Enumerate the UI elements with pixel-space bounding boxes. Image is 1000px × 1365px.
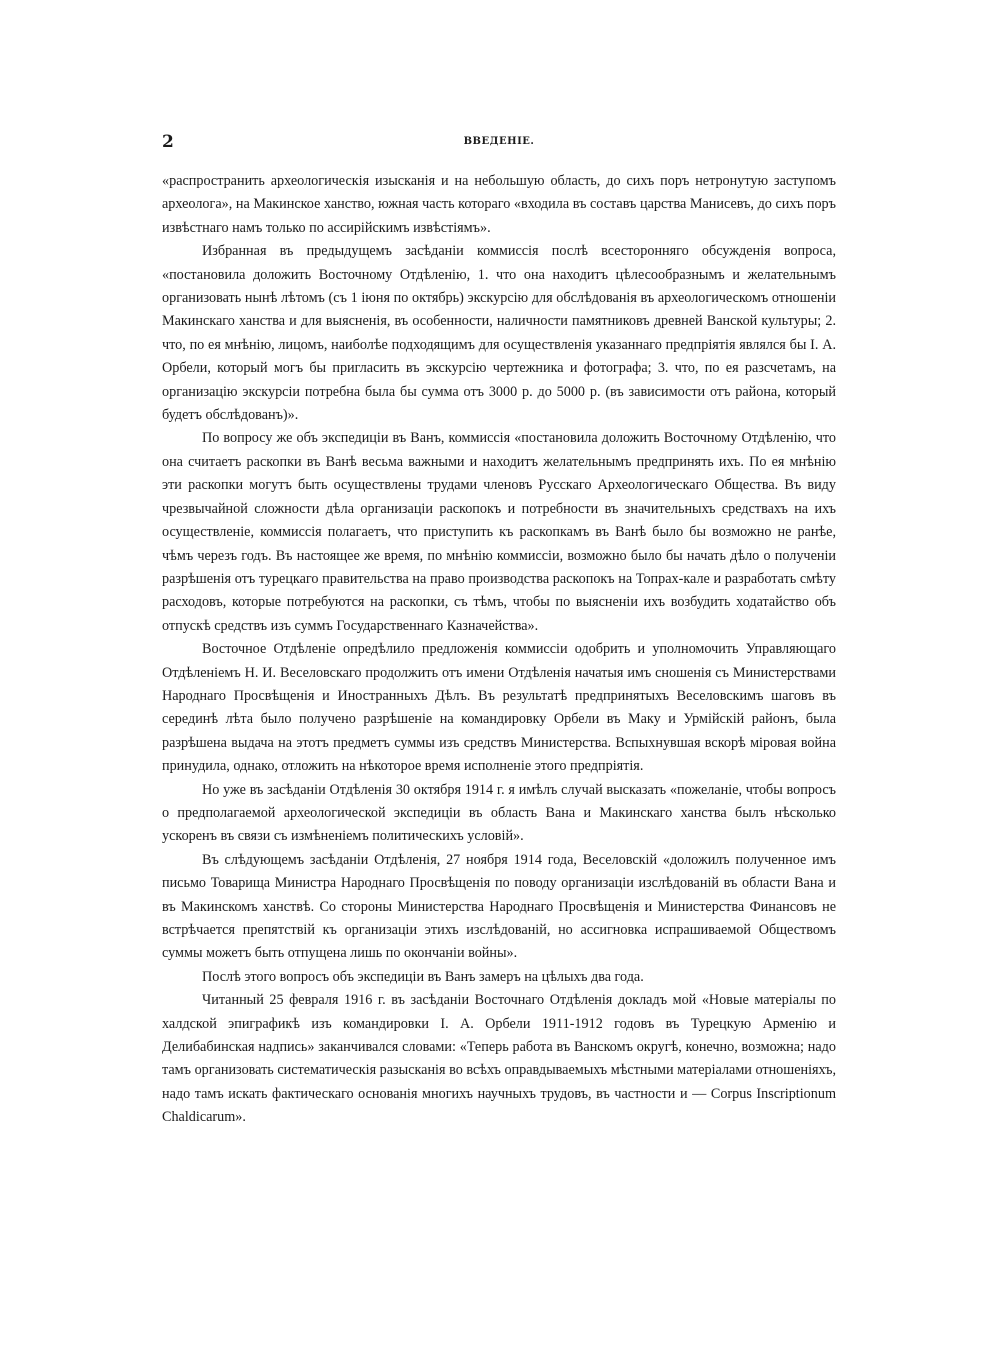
paragraph: Послѣ этого вопросъ объ экспедиціи въ Ванъ замеръ на цѣлыхъ два года. — [202, 968, 644, 985]
paragraph: Избранная въ предыдущемъ засѣданіи коммиссія послѣ всесторонняго обсужденія вопроса, «постановила доложить Восточному Отдѣленію, 1. что она находитъ цѣлесообразнымъ и желательнымъ организовать нынѣ лѣтомъ (съ 1 іюня по октябрь) экскурсію для обслѣдованія въ археологическомъ отношеніи Макинскаго ханства и для выясненія, въ особенности, наличности памятниковъ древней Ванской культуры; 2. что, по ея мнѣнію, лицомъ, наиболѣе подходящимъ для осуществленія указаннаго предпріятія являлся бы І. А. Орбели, который могъ бы пригласить въ экскурсію чертежника и фотографа; 3. что, по ея разсчетамъ, на организацію экскурсіи потребна была бы сумма отъ 3000 р. до 5000 р. (въ зависимости отъ района, который будетъ обслѣдованъ)». — [162, 243, 836, 424]
paragraph: Но уже въ засѣданіи Отдѣленія 30 октября 1914 г. я имѣлъ случай высказать «пожеланіе, чтобы вопросъ о предполагаемой археологической экспедиціи въ область Вана и Макинскаго ханства былъ нѣсколько ускоренъ въ связи съ измѣненіемъ политическихъ условій». — [162, 781, 836, 845]
paragraph: «распространить археологическія изысканія и на небольшую область, до сихъ поръ нетронутую заступомъ археолога», на Макинское ханство, южная часть котораго «входила въ составъ царства Манисевъ, до сихъ поръ извѣстнаго намъ только по ассирійскимъ извѣстіямъ». — [162, 173, 836, 236]
running-title: ВВЕДЕНІЕ. — [463, 136, 535, 147]
paragraph: Восточное Отдѣленіе опредѣлило предложенія коммиссіи одобрить и уполномочить Управляющаго Отдѣленіемъ Н. И. Веселовскаго продолжить отъ имени Отдѣленія начатыя имъ сношенія съ Министерствами Народнаго Просвѣщенія и Иностранныхъ Дѣлъ. Въ результатѣ предпринятыхъ Веселовскимъ шаговъ въ серединѣ лѣта было получено разрѣшеніе на командировку Орбели въ Маку и Урмійскій районъ, была разрѣшена выдача на этотъ предметъ суммы изъ средствъ Министерства. Вспыхнувшая вскорѣ міровая война принудила, однако, отложить на нѣкоторое время исполненіе этого предпріятія. — [162, 641, 836, 775]
paragraph: По вопросу же объ экспедиціи въ Ванъ, коммиссія «постановила доложить Восточному Отдѣленію, что она считаетъ раскопки въ Ванѣ весьма важными и находитъ желательнымъ предпринять ихъ. По ея мнѣнію эти раскопки могутъ быть осуществлены трудами членовъ Русскаго Археологическаго Общества. Въ виду чрезвычайной сложности дѣла организаціи раскопокъ и потребности въ значительныхъ средствахъ на ихъ осуществленіе, коммиссія полагаетъ, что приступить къ раскопкамъ въ Ванѣ было бы возможно не ранѣе, чѣмъ черезъ годъ. Въ настоящее же время, по мнѣнію коммиссіи, возможно было бы начать дѣло о полученіи разрѣшенія отъ турецкаго правительства на право производства раскопокъ на Топрах-кале и разработать смѣту расходовъ, которые потребуются на раскопки, съ тѣмъ, чтобы по выясненіи ихъ возбудить ходатайство объ отпускѣ средствъ изъ суммъ Государственнаго Казначейства». — [162, 430, 836, 634]
page-number: 2 — [162, 132, 174, 152]
running-header — [162, 132, 836, 154]
body-text — [162, 170, 836, 1130]
paragraph: Читанный 25 февраля 1916 г. въ засѣданіи Восточнаго Отдѣленія докладъ мой «Новые матеріалы по халдской эпиграфикѣ изъ командировки І. А. Орбели 1911-1912 годовъ въ Турецкую Арменію и Делибабинская надпись» заканчивался словами: «Теперь работа въ Ванскомъ округѣ, конечно, возможна; надо тамъ организовать систематическія разысканія во всѣхъ оправдываемыхъ мѣстными матеріалами отношеніяхъ, надо тамъ искать фактическаго основанія многихъ научныхъ трудовъ, въ частности и — Corpus Inscriptionum Chaldicarum». — [162, 992, 836, 1126]
paragraph: Въ слѣдующемъ засѣданіи Отдѣленія, 27 ноября 1914 года, Веселовскій «доложилъ полученное имъ письмо Товарища Министра Народнаго Просвѣщенія по поводу организаціи изслѣдованій въ области Вана и въ Макинскомъ ханствѣ. Со стороны Министерства Народнаго Просвѣщенія и Министерства Финансовъ не встрѣчается препятствій къ организаціи этихъ изслѣдованій, но ассигновка испрашиваемой Обществомъ суммы можетъ быть отпущена лишь по окончаніи войны». — [162, 851, 836, 962]
